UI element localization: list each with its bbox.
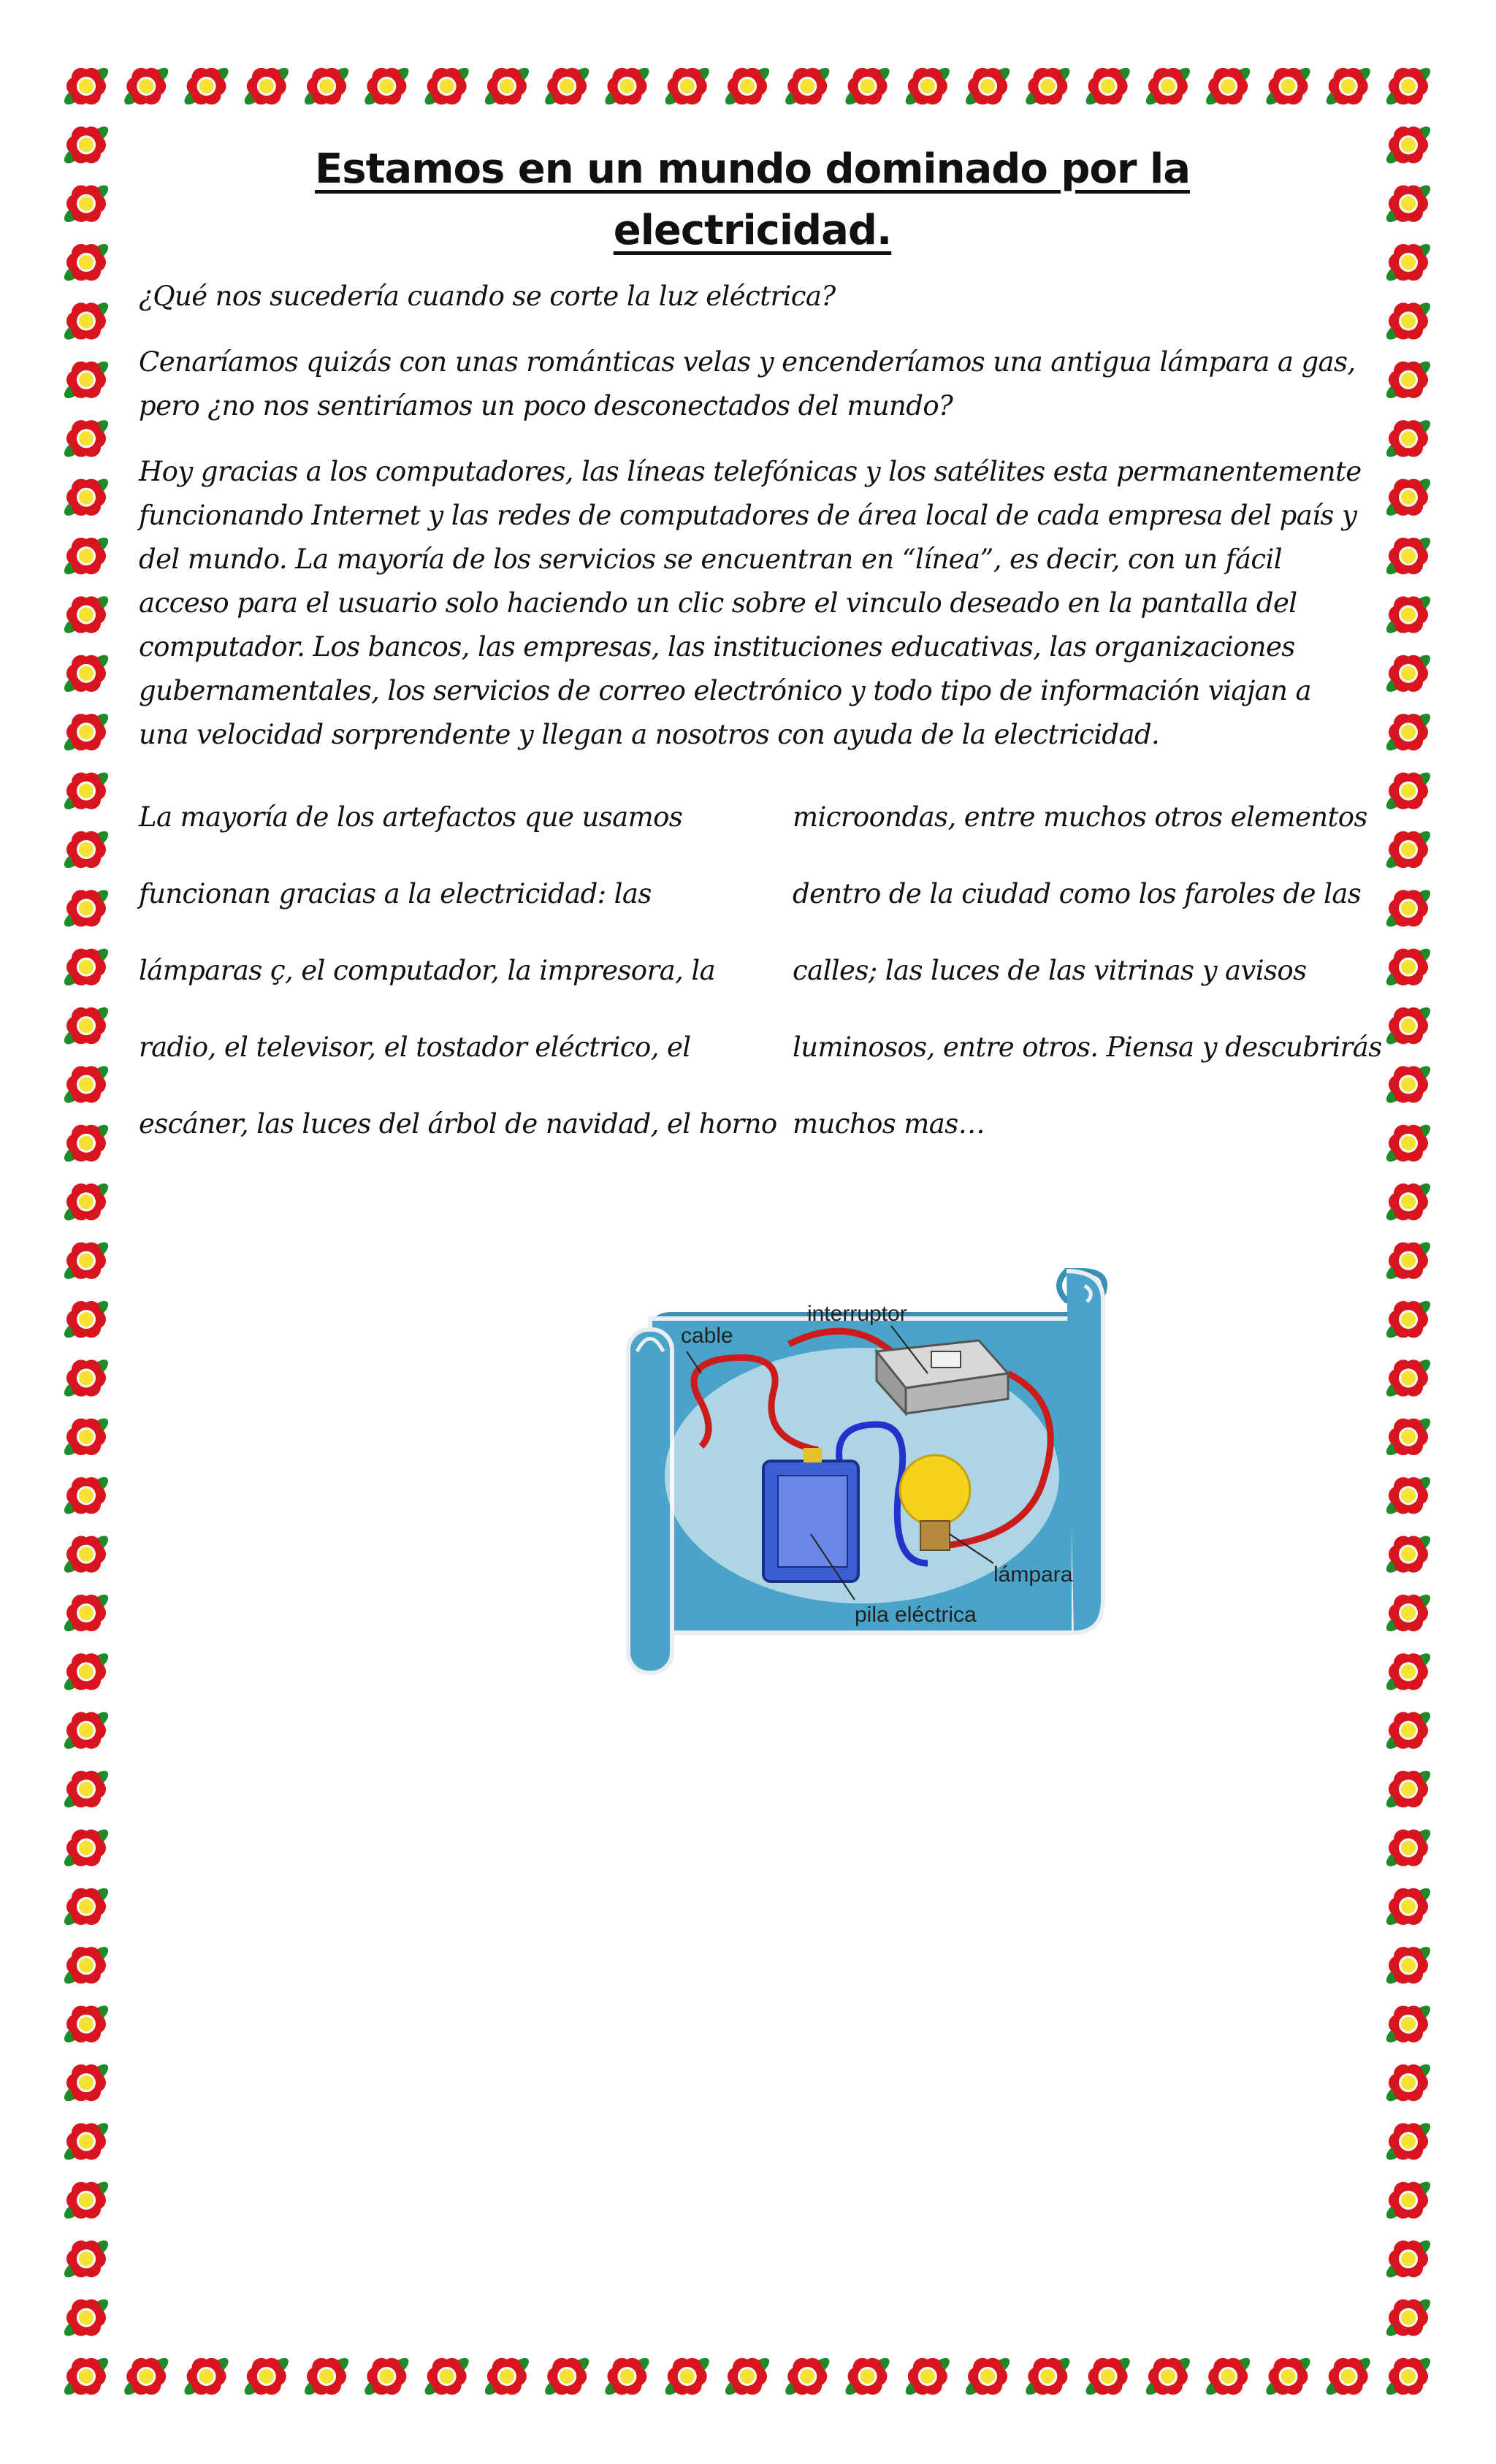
flower-icon (61, 1768, 111, 1811)
flower-icon (602, 64, 652, 107)
flower-icon (362, 64, 411, 107)
flower-icon (61, 1709, 111, 1752)
flower-icon (61, 1650, 111, 1693)
flower-icon (963, 64, 1012, 107)
flower-icon (1143, 64, 1193, 107)
switch-box (877, 1340, 1008, 1414)
flower-icon (1384, 2002, 1433, 2045)
column-line: La mayoría de los artefactos que usamos (139, 801, 683, 833)
flower-icon (663, 2354, 712, 2398)
flower-icon (1203, 64, 1253, 107)
battery (763, 1448, 858, 1582)
flower-icon (421, 2354, 471, 2398)
flower-icon (1263, 64, 1313, 107)
flower-icon (61, 1239, 111, 1282)
flower-icon (1384, 2238, 1433, 2281)
flower-icon (61, 1826, 111, 1869)
flower-icon (61, 300, 111, 343)
flower-icon (181, 2354, 231, 2398)
column-line: lámparas ç, el computador, la impresora, la (139, 955, 716, 986)
flower-icon (61, 1357, 111, 1400)
flower-icon (61, 2120, 111, 2163)
flower-icon (61, 1885, 111, 1928)
label-switch: interruptor (807, 1302, 907, 1326)
flower-icon (1384, 711, 1433, 754)
flower-icon (61, 1180, 111, 1224)
flower-icon (362, 2354, 411, 2398)
flower-icon (782, 64, 832, 107)
flower-icon (1384, 1239, 1433, 1282)
flower-icon (1143, 2354, 1193, 2398)
flower-icon (61, 2238, 111, 2281)
right-column (793, 779, 1399, 1162)
flower-icon (1384, 1826, 1433, 1869)
column-line: calles; las luces de las vitrinas y avisos (793, 955, 1307, 986)
circuit-diagram (599, 1256, 1125, 1709)
flower-icon (61, 711, 111, 754)
flower-icon (61, 769, 111, 812)
flower-icon (61, 182, 111, 225)
flower-icon (61, 2354, 111, 2398)
flower-icon (61, 828, 111, 871)
flower-icon (482, 64, 532, 107)
flower-icon (61, 2002, 111, 2045)
flower-icon (61, 241, 111, 284)
label-lamp: lámpara (993, 1563, 1073, 1587)
document-body (139, 139, 1382, 1188)
flower-icon (1384, 652, 1433, 695)
flower-icon (1384, 417, 1433, 460)
flower-icon (903, 64, 953, 107)
flower-icon (482, 2354, 532, 2398)
flower-icon (61, 1474, 111, 1517)
flower-icon (302, 2354, 351, 2398)
flower-icon (722, 64, 772, 107)
flower-icon (61, 593, 111, 636)
flower-icon (61, 887, 111, 930)
flower-icon (1384, 1709, 1433, 1752)
column-line: muchos mas… (793, 1108, 985, 1140)
flower-icon (1384, 1885, 1433, 1928)
flower-icon (61, 1121, 111, 1164)
flower-icon (542, 64, 592, 107)
flower-icon (1384, 241, 1433, 284)
flower-icon (1384, 2120, 1433, 2163)
flower-icon (242, 64, 291, 107)
flower-icon (61, 1004, 111, 1048)
flower-icon (1384, 1415, 1433, 1458)
flower-icon (1023, 64, 1072, 107)
flower-icon (1023, 2354, 1072, 2398)
flower-icon (61, 1533, 111, 1576)
label-battery: pila eléctrica (855, 1603, 977, 1627)
column-line: microondas, entre muchos otros elementos (793, 801, 1367, 833)
column-line: radio, el televisor, el tostador eléctrico, el (139, 1031, 691, 1063)
flower-icon (61, 1297, 111, 1340)
flower-icon (1384, 2178, 1433, 2221)
flower-icon (1384, 534, 1433, 577)
flower-icon (1384, 123, 1433, 167)
page-title: Estamos en un mundo dominado por la electricidad. (315, 145, 1190, 254)
flower-icon (61, 652, 111, 695)
flower-icon (181, 64, 231, 107)
flower-icon (1384, 2061, 1433, 2104)
column-line: escáner, las luces del árbol de navidad, el horno (139, 1108, 777, 1140)
flower-icon (1324, 2354, 1373, 2398)
flower-icon (1384, 2296, 1433, 2339)
flower-icon (302, 64, 351, 107)
column-line: dentro de la ciudad como los faroles de las (793, 878, 1362, 909)
flower-icon (61, 2296, 111, 2339)
flower-icon (1384, 1180, 1433, 1224)
flower-icon (1083, 64, 1132, 107)
flower-icon (1384, 1297, 1433, 1340)
flower-icon (1384, 300, 1433, 343)
flower-icon (421, 64, 471, 107)
flower-icon (1384, 1591, 1433, 1634)
flower-icon (61, 417, 111, 460)
column-line: funcionan gracias a la electricidad: las (139, 878, 652, 909)
flower-icon (1384, 476, 1433, 519)
label-cable: cable (681, 1324, 733, 1348)
flower-icon (1384, 1533, 1433, 1576)
flower-icon (1384, 1474, 1433, 1517)
paragraph-question: ¿Qué nos sucedería cuando se corte la luz eléctrica? (139, 281, 836, 312)
flower-icon (1384, 2354, 1433, 2398)
two-column-text (139, 779, 1382, 1188)
flower-icon (242, 2354, 291, 2398)
flower-icon (1203, 2354, 1253, 2398)
flower-icon (61, 476, 111, 519)
flower-icon (1384, 182, 1433, 225)
flower-icon (963, 2354, 1012, 2398)
flower-icon (842, 2354, 892, 2398)
flower-icon (61, 2061, 111, 2104)
paragraph-internet: Hoy gracias a los computadores, las líneas telefónicas y los satélites esta permanentemente funcionando Internet y las redes de computadores de área local de cada empresa del país y del mundo. La mayoría de los servicios se encuentran en “línea”, es decir, con un fácil acceso para el usuario solo haciendo un clic sobre el vinculo deseado en la pantalla del computador. Los bancos, las empresas, las instituciones educativas, las organizaciones gubernamentales, los servicios de correo electrónico y todo tipo de información viajan a una velocidad sorprendente y llegan a nosotros con ayuda de la electricidad. (139, 456, 1362, 750)
paragraph-candles: Cenaríamos quizás con unas románticas velas y encenderíamos una antigua lámpara a gas, pero ¿no nos sentiríamos un poco desconectados del mundo? (139, 346, 1356, 422)
column-line: luminosos, entre otros. Piensa y descubrirás (793, 1031, 1382, 1063)
flower-icon (61, 945, 111, 988)
flower-icon (542, 2354, 592, 2398)
flower-icon (61, 1063, 111, 1106)
flower-icon (61, 2178, 111, 2221)
flower-icon (61, 1944, 111, 1987)
flower-icon (842, 64, 892, 107)
flower-icon (1384, 593, 1433, 636)
flower-icon (1083, 2354, 1132, 2398)
flower-icon (1384, 1768, 1433, 1811)
flower-icon (1324, 64, 1373, 107)
left-column (139, 779, 777, 1162)
flower-icon (1263, 2354, 1313, 2398)
flower-icon (1384, 1357, 1433, 1400)
flower-icon (663, 64, 712, 107)
flower-icon (1384, 1650, 1433, 1693)
flower-icon (903, 2354, 953, 2398)
flower-icon (782, 2354, 832, 2398)
flower-icon (121, 2354, 171, 2398)
flower-icon (61, 1591, 111, 1634)
flower-icon (61, 123, 111, 167)
flower-icon (602, 2354, 652, 2398)
flower-icon (61, 64, 111, 107)
flower-icon (61, 534, 111, 577)
flower-icon (1384, 1944, 1433, 1987)
flower-icon (1384, 64, 1433, 107)
flower-icon (1384, 358, 1433, 401)
flower-icon (121, 64, 171, 107)
flower-icon (61, 1415, 111, 1458)
flower-icon (722, 2354, 772, 2398)
flower-icon (61, 358, 111, 401)
